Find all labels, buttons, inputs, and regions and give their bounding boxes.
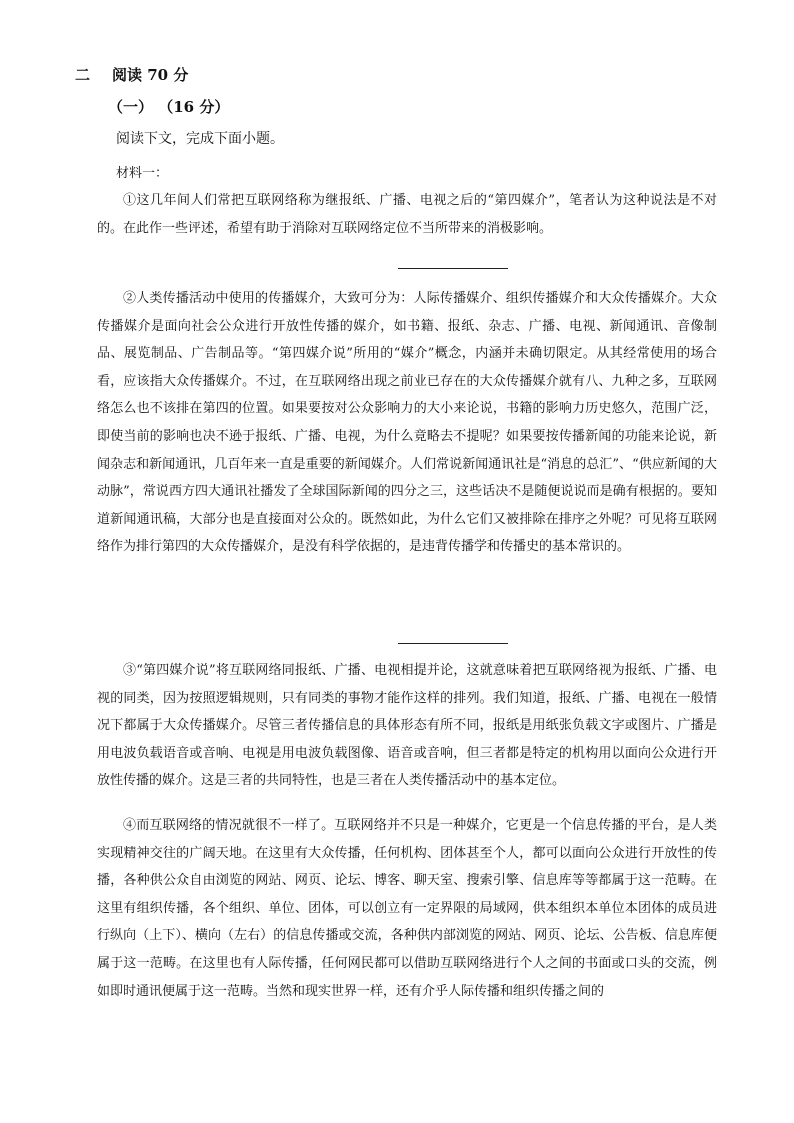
paragraph-4: ④而互联网络的情况就很不一样了。互联网络并不只是一种媒介，它更是一个信息传播的平台，是人类实现精神交往的广阔天地。在这里有大众传播，任何机构、团体甚至个人，都可以面向公众进行开放性的传播，各种供公众自由浏览的网站、网页、论坛、博客、聊天室、搜索引擎、信息库等等都属于这一范畴。在这里有组织传播，各个组织、单位、团体，可以创立有一定界限的局域网，供本组织本单位本团体的成员进行纵向（上下）、横向（左右）的信息传播或交流，各种供内部浏览的网站、网页、论坛、公告板、信息库便属于这一范畴。在这里也有人际传播，任何网民都可以借助互联网络进行个人之间的书面或口头的交流，例如即时通讯便属于这一范畴。当然和现实世界一样，还有介乎人际传播和组织传播之间的 [97, 818, 717, 999]
paragraph-3: ③“第四媒介说”将互联网络同报纸、广播、电视相提并论，这就意味着把互联网络视为报纸、广播、电视的同类，因为按照逻辑规则，只有同类的事物才能作这样的排列。我们知道，报纸、广播、电视在一般情况下都属于大众传播媒介。尽管三者传播信息的具体形态有所不同，报纸是用纸张负载文字或图片、广播是用电波负载语音或音响、电视是用电波负载图像、语音或音响，但三者都是特定的机构用以面向公众进行开放性传播的媒介。这是三者的共同特性，也是三者在人类传播活动中的基本定位。 [97, 663, 717, 789]
blank-line [398, 643, 508, 644]
section-title-text: 阅读 70 分 [112, 66, 189, 84]
paragraph-1: ①这几年间人们常把互联网络称为继报纸、广播、电视之后的“第四媒介”，笔者认为这种说法是不对的。在此作一些评述，希望有助于消除对互联网络定位不当所带来的消极影响。 [97, 193, 717, 236]
part-heading: （一） （16 分） [108, 98, 230, 116]
section-heading [75, 64, 188, 85]
blank-line [398, 268, 508, 269]
paragraph-2: ②人类传播活动中使用的传播媒介，大致可分为：人际传播媒介、组织传播媒介和大众传播媒介。大众传播媒介是面向社会公众进行开放性传播的媒介，如书籍、报纸、杂志、广播、电视、新闻通讯、音像制品、展览制品、广告制品等。“第四媒介说”所用的“媒介”概念，内涵并未确切限定。从其经常使用的场合看，应该指大众传播媒介。不过，在互联网络出现之前业已存在的大众传播媒介就有八、九种之多，互联网络怎么也不该排在第四的位置。如果要按对公众影响力的大小来论说，书籍的影响力历史悠久，范围广泛，即使当前的影响也决不逊于报纸、广播、电视，为什么竟略去不提呢？如果要按传播新闻的功能来论说，新闻杂志和新闻通讯，几百年来一直是重要的新闻媒介。人们常说新闻通讯社是“消息的总汇”、“供应新闻的大动脉”，常说西方四大通讯社播发了全球国际新闻的四分之三，这些话决不是随便说说而是确有根据的。要知道新闻通讯稿，大部分也是直接面对公众的。既然如此，为什么它们又被排除在排序之外呢？可见将互联网络作为排行第四的大众传播媒介，是没有科学依据的，是违背传播学和传播史的基本常识的。 [97, 291, 717, 555]
section-number: 二 [75, 66, 91, 84]
material-label: 材料一： [116, 166, 169, 181]
instruction-text: 阅读下文，完成下面小题。 [116, 131, 284, 147]
